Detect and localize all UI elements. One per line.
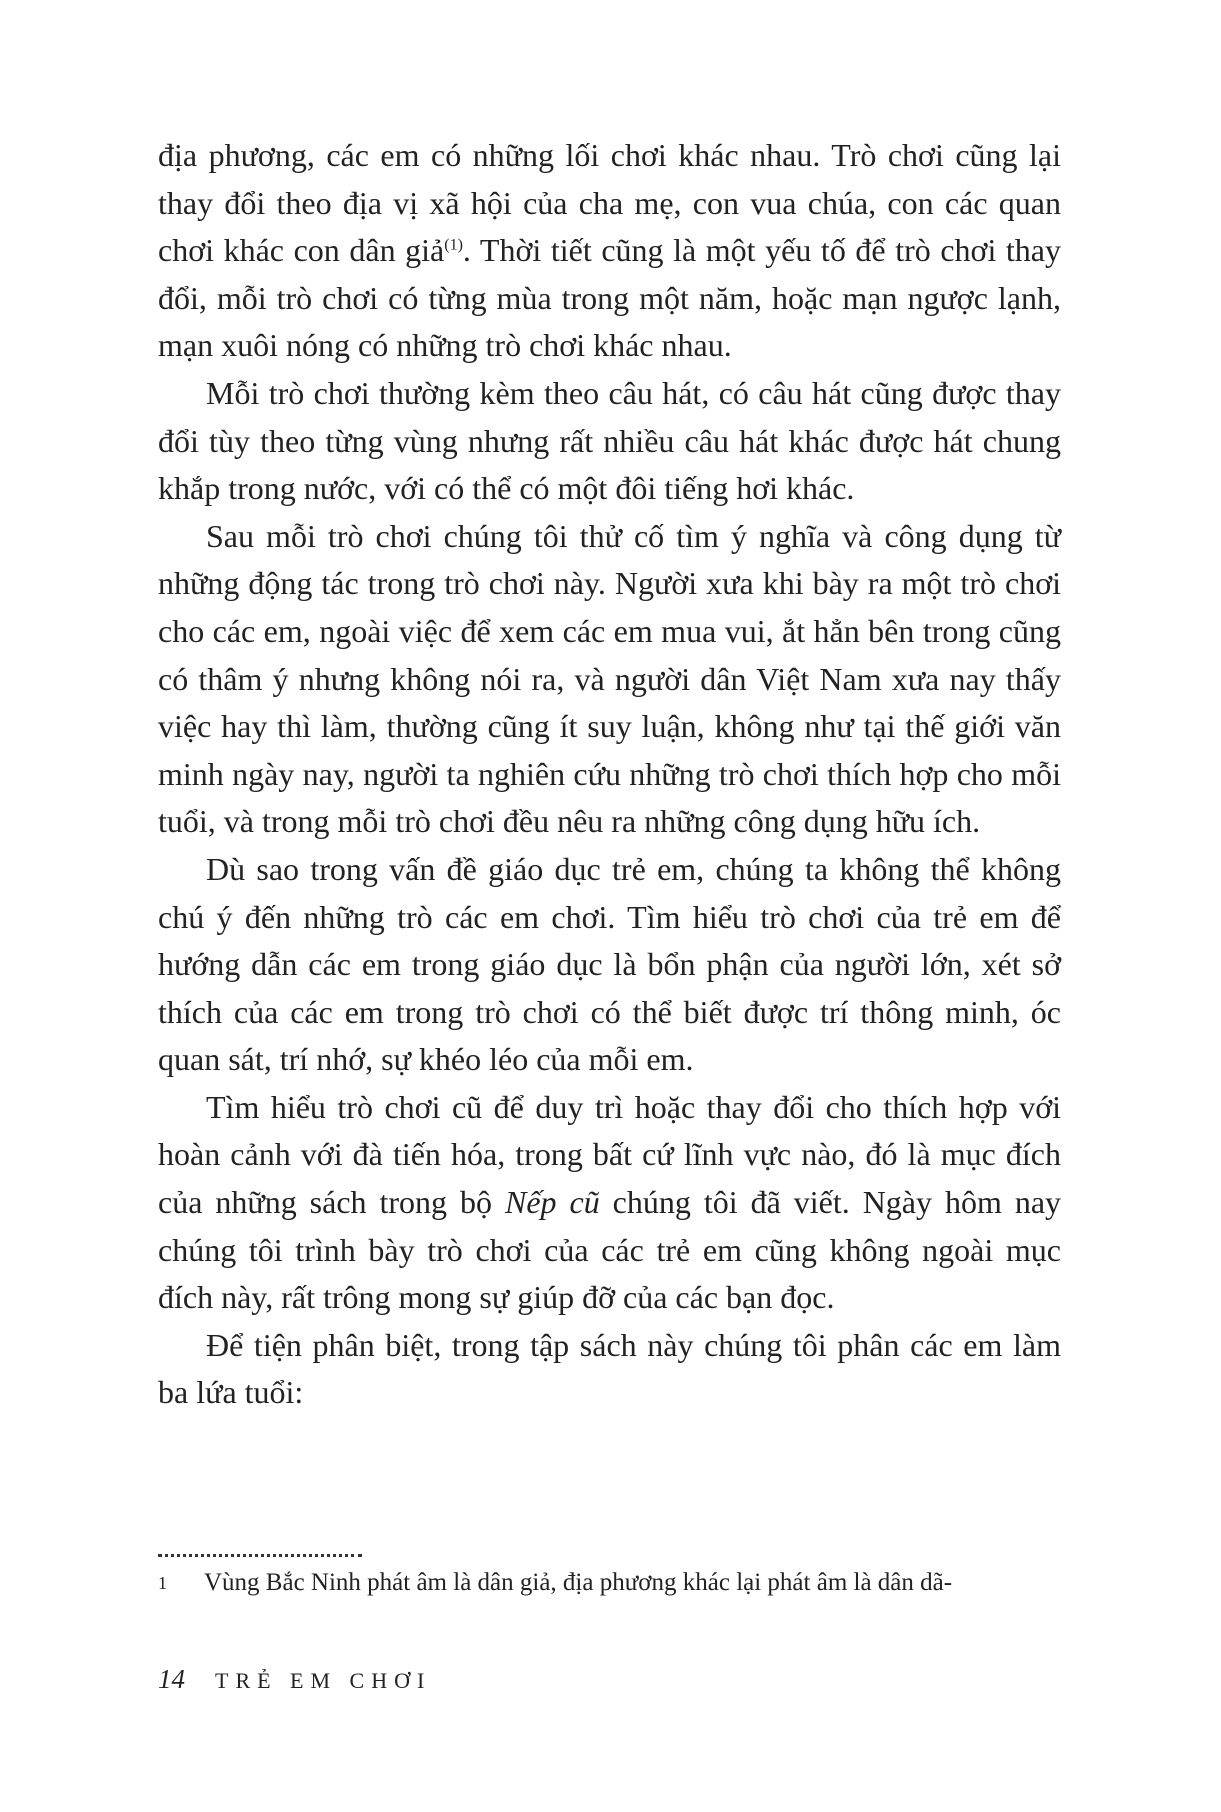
running-title: TRẺ EM CHƠI [215, 1668, 432, 1693]
paragraph-1 [158, 132, 1061, 370]
body-text [158, 132, 1061, 1417]
paragraph-5-text-before: Tìm hiểu trò chơi cũ để duy trì hoặc thay đổi cho thích hợp với hoàn cảnh với đà tiến hóa, trong bất cứ lĩnh vực nào, đó là mục đích của những sách trong bộ [158, 1088, 1061, 1221]
page-number: 14 [158, 1664, 185, 1694]
paragraph-3: Sau mỗi trò chơi chúng tôi thử cố tìm ý nghĩa và công dụng từ những động tác trong trò chơi này. Người xưa khi bày ra một trò chơi cho các em, ngoài việc để xem các em mua vui, ắt hẳn bên trong cũng có thâm ý nhưng không nói ra, và người dân Việt Nam xưa nay thấy việc hay thì làm, thường cũng ít suy luận, không như tại thế giới văn minh ngày nay, người ta nghiên cứu những trò chơi thích hợp cho mỗi tuổi, và trong mỗi trò chơi đều nêu ra những công dụng hữu ích. [158, 517, 1061, 840]
paragraph-4: Dù sao trong vấn đề giáo dục trẻ em, chúng ta không thể không chú ý đến những trò các em chơi. Tìm hiểu trò chơi của trẻ em để hướng dẫn các em trong giáo dục là bổn phận của người lớn, xét sở thích của các em trong trò chơi có thể biết được trí thông minh, óc quan sát, trí nhớ, sự khéo léo của mỗi em. [158, 850, 1061, 1078]
page-footer [158, 1662, 431, 1698]
paragraph-5-text-after: chúng tôi đã viết. Ngày hôm nay chúng tôi trình bày trò chơi của các trẻ em cũng không ngoài mục đích này, rất trông mong sự giúp đỡ của các bạn đọc. [158, 1184, 1062, 1316]
footnote-reference: (1) [444, 236, 463, 254]
footnote-number: 1 [158, 1573, 167, 1593]
footnote-text: Vùng Bắc Ninh phát âm là dân giả, địa phương khác lại phát âm là dân dã- [204, 1569, 953, 1596]
paragraph-6: Để tiện phân biệt, trong tập sách này chúng tôi phân các em làm ba lứa tuổi: [158, 1326, 1061, 1411]
book-series-title: Nếp cũ [504, 1184, 600, 1221]
paragraph-5 [158, 1084, 1061, 1322]
paragraph-2: Mỗi trò chơi thường kèm theo câu hát, có câu hát cũng được thay đổi tùy theo từng vùng nhưng rất nhiều câu hát khác được hát chung khắp trong nước, với có thể có một đôi tiếng hơi khác. [158, 374, 1061, 507]
footnote-separator [158, 1554, 362, 1557]
paragraph-1-text-before: địa phương, các em có những lối chơi khác nhau. Trò chơi cũng lại thay đổi theo địa vị xã hội của cha mẹ, con vua chúa, con các quan chơi khác con dân giả [158, 137, 1061, 269]
paragraph-1-text-after: . Thời tiết cũng là một yếu tố để trò chơi thay đổi, mỗi trò chơi có từng mùa trong một năm, hoặc mạn ngược lạnh, mạn xuôi nóng có những trò chơi khác nhau. [158, 232, 1062, 364]
footnote [158, 1566, 1061, 1600]
